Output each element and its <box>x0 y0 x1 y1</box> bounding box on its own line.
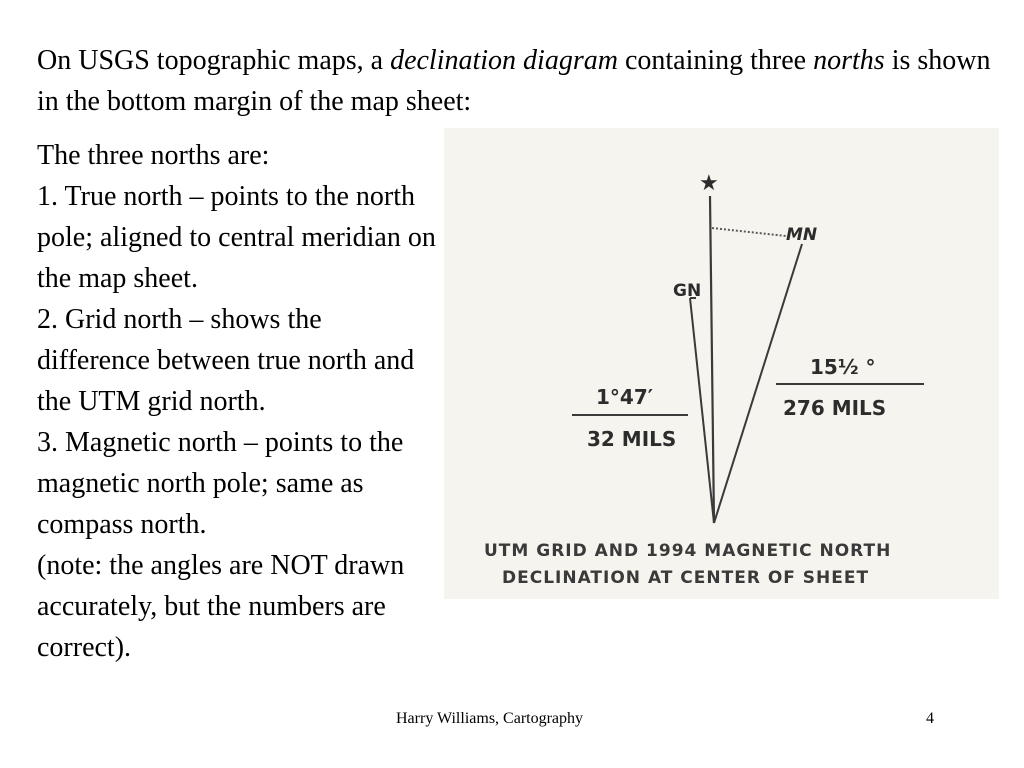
list-item-grid-north: 2. Grid north – shows the difference between true north and the UTM grid north. <box>37 304 415 417</box>
grid-north-label: GN <box>673 281 702 301</box>
list-item-magnetic-north: 3. Magnetic north – points to the magnetic north pole; same as compass north. <box>37 427 404 540</box>
true-north-star-icon: ★ <box>699 171 719 196</box>
norths-list <box>37 135 437 668</box>
footer-author: Harry Williams, Cartography <box>396 710 584 727</box>
grid-angle-degrees: 1°47′ <box>596 385 654 409</box>
page-number: 4 <box>926 710 934 727</box>
intro-text-1: On USGS topographic maps, a <box>37 45 391 76</box>
list-heading: The three norths are: <box>37 140 270 171</box>
term-norths: norths <box>813 45 885 76</box>
declination-diagram <box>444 128 999 599</box>
intro-paragraph <box>37 40 997 122</box>
diagram-caption-line-1: UTM GRID AND 1994 MAGNETIC NORTH <box>484 541 892 561</box>
declination-diagram-svg <box>444 128 999 599</box>
diagram-caption-line-2: DECLINATION AT CENTER OF SHEET <box>502 568 870 588</box>
list-item-true-north: 1. True north – points to the north pole; aligned to central meridian on the map sheet. <box>37 181 436 294</box>
term-declination-diagram: declination diagram <box>390 45 618 76</box>
magnetic-angle-mils: 276 MILS <box>783 396 887 420</box>
magnetic-north-label: MN <box>786 225 818 245</box>
grid-north-line <box>690 298 714 523</box>
grid-angle-mils: 32 MILS <box>587 427 677 451</box>
list-note: (note: the angles are NOT drawn accurately, but the numbers are correct). <box>37 550 405 663</box>
intro-text-2: containing three <box>617 45 814 76</box>
magnetic-north-dotted-arc <box>712 228 786 236</box>
true-north-line <box>710 196 714 523</box>
intro-text-3: is shown in the bottom margin of the map sheet: <box>37 45 991 117</box>
magnetic-angle-degrees: 15½ ° <box>810 355 876 379</box>
